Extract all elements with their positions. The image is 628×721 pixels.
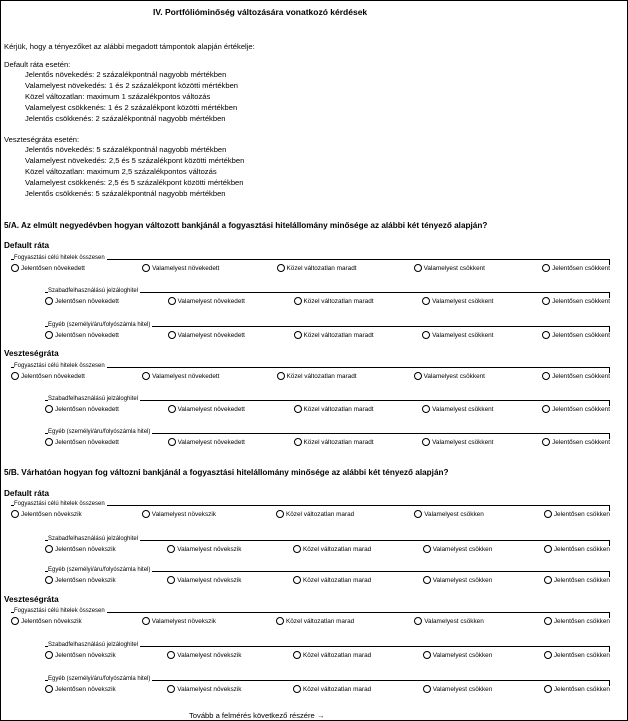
radio-button[interactable] xyxy=(45,438,53,446)
radio-label: Valamelyest csökkent xyxy=(432,297,494,305)
radio-label: Jelentősen csökkent xyxy=(552,331,610,339)
radio-option[interactable] xyxy=(422,405,493,413)
radio-button[interactable] xyxy=(542,264,550,272)
criteria-item: Valamelyest csökkenés: 1 és 2 százalékpont közötti mértékben xyxy=(25,103,238,112)
radio-button[interactable] xyxy=(277,264,285,272)
radio-label: Valamelyest növekszik xyxy=(177,685,242,693)
radio-button[interactable] xyxy=(142,510,150,518)
radio-button[interactable] xyxy=(544,685,552,693)
radio-button[interactable] xyxy=(11,372,19,380)
radio-button[interactable] xyxy=(542,331,550,339)
radio-button[interactable] xyxy=(422,405,430,413)
radio-button[interactable] xyxy=(423,651,431,659)
radio-label: Jelentősen növekedett xyxy=(21,372,85,380)
radio-button[interactable] xyxy=(294,297,302,305)
radio-label: Jelentősen csökken xyxy=(553,510,610,518)
radio-label: Jelentősen növekszik xyxy=(21,510,82,518)
question-group xyxy=(45,288,610,304)
radio-label: Valamelyest csökken xyxy=(432,545,493,553)
radio-button[interactable] xyxy=(11,264,19,272)
radio-option[interactable] xyxy=(423,545,493,553)
radio-group xyxy=(45,331,610,339)
radio-option[interactable] xyxy=(423,685,493,693)
radio-button[interactable] xyxy=(167,685,175,693)
radio-button[interactable] xyxy=(544,617,552,625)
radio-button[interactable] xyxy=(542,438,550,446)
radio-button[interactable] xyxy=(544,576,552,584)
radio-label: Közel változatlan maradt xyxy=(303,297,374,305)
radio-label: Jelentősen csökken xyxy=(553,617,610,625)
radio-label: Közel változatlan maradt xyxy=(286,264,357,272)
radio-label: Közel változatlan maradt xyxy=(286,372,357,380)
radio-option[interactable] xyxy=(542,264,610,272)
radio-button[interactable] xyxy=(277,372,285,380)
radio-group xyxy=(11,617,610,625)
radio-option[interactable] xyxy=(11,510,82,518)
radio-option[interactable] xyxy=(168,405,245,413)
radio-option[interactable] xyxy=(293,576,371,584)
question-group xyxy=(11,255,610,271)
radio-label: Jelentősen csökken xyxy=(553,651,610,659)
radio-label: Közel változatlan marad xyxy=(302,576,372,584)
loss-criteria-heading: Veszteségráta esetén: xyxy=(4,135,80,144)
radio-option[interactable] xyxy=(423,651,493,659)
radio-label: Valamelyest növekszik xyxy=(151,510,216,518)
group-label: Egyéb (személyi/áru/folyószámla hitel) xyxy=(48,567,151,573)
radio-label: Közel változatlan marad xyxy=(302,545,372,553)
radio-button[interactable] xyxy=(294,438,302,446)
radio-option[interactable] xyxy=(544,685,610,693)
radio-label: Valamelyest csökkent xyxy=(423,372,485,380)
radio-option[interactable] xyxy=(277,372,357,380)
radio-button[interactable] xyxy=(45,685,53,693)
radio-button[interactable] xyxy=(542,372,550,380)
radio-label: Jelentősen növekszik xyxy=(21,617,82,625)
section-label: Default ráta xyxy=(4,241,50,250)
radio-label: Valamelyest növekszik xyxy=(151,617,216,625)
radio-label: Valamelyest növekszik xyxy=(177,576,242,584)
question-group xyxy=(45,536,610,552)
group-label: Egyéb (személyi/áru/folyószámla hitel) xyxy=(48,429,151,435)
radio-option[interactable] xyxy=(544,651,610,659)
question-group xyxy=(45,429,610,445)
page-title: IV. Portfólióminőség változására vonatkozó kérdések xyxy=(153,7,368,17)
radio-label: Jelentősen csökkent xyxy=(552,297,610,305)
radio-button[interactable] xyxy=(45,545,53,553)
radio-option[interactable] xyxy=(276,510,354,518)
radio-label: Jelentősen csökken xyxy=(553,685,610,693)
radio-button[interactable] xyxy=(423,576,431,584)
radio-button[interactable] xyxy=(168,331,176,339)
radio-label: Közel változatlan maradt xyxy=(303,438,374,446)
radio-button[interactable] xyxy=(293,651,301,659)
radio-option[interactable] xyxy=(422,297,493,305)
question-group xyxy=(11,608,610,624)
radio-option[interactable] xyxy=(542,405,610,413)
radio-button[interactable] xyxy=(167,545,175,553)
radio-option[interactable] xyxy=(293,651,371,659)
criteria-item: Valamelyest növekedés: 1 és 2 százalékpont közötti mértékben xyxy=(25,81,239,90)
radio-label: Valamelyest csökken xyxy=(432,685,493,693)
radio-button[interactable] xyxy=(142,617,150,625)
radio-label: Valamelyest növekedett xyxy=(177,438,245,446)
criteria-item: Valamelyest növekedés: 2,5 és 5 százalékpont közötti mértékben xyxy=(25,156,245,165)
radio-button[interactable] xyxy=(168,405,176,413)
radio-label: Jelentősen csökkent xyxy=(552,372,610,380)
radio-button[interactable] xyxy=(414,510,422,518)
radio-option[interactable] xyxy=(422,331,493,339)
radio-option[interactable] xyxy=(542,372,610,380)
radio-label: Jelentősen növekedett xyxy=(55,297,119,305)
radio-option[interactable] xyxy=(45,685,116,693)
radio-label: Közel változatlan marad xyxy=(285,510,355,518)
radio-button[interactable] xyxy=(423,685,431,693)
radio-label: Jelentősen növekszik xyxy=(55,545,116,553)
criteria-item: Jelentős csökkenés: 2 százalékpontnál nagyobb mértékben xyxy=(25,114,226,123)
radio-label: Közel változatlan maradt xyxy=(303,331,374,339)
radio-option[interactable] xyxy=(45,576,116,584)
radio-option[interactable] xyxy=(168,297,245,305)
radio-option[interactable] xyxy=(167,651,241,659)
question-5b: 5/B. Várhatóan hogyan fog változni bankjánál a fogyasztási hitelállomány minősége az alábbi két tényező alapján? xyxy=(4,468,449,477)
radio-label: Jelentősen növekszik xyxy=(55,651,116,659)
question-group xyxy=(45,567,610,583)
radio-group xyxy=(11,264,610,272)
radio-option[interactable] xyxy=(542,297,610,305)
question-group xyxy=(11,501,610,517)
radio-group xyxy=(45,576,610,584)
radio-button[interactable] xyxy=(45,331,53,339)
radio-label: Jelentősen növekedett xyxy=(55,405,119,413)
group-label: Szabadfelhasználású jelzáloghitel xyxy=(48,536,139,542)
radio-button[interactable] xyxy=(276,617,284,625)
radio-option[interactable] xyxy=(414,264,485,272)
radio-button[interactable] xyxy=(414,617,422,625)
radio-option[interactable] xyxy=(45,331,119,339)
radio-button[interactable] xyxy=(276,510,284,518)
radio-label: Jelentősen növekedett xyxy=(21,264,85,272)
radio-option[interactable] xyxy=(293,545,371,553)
default-criteria-heading: Default ráta esetén: xyxy=(4,60,71,69)
radio-option[interactable] xyxy=(422,438,493,446)
question-group xyxy=(11,363,610,379)
radio-button[interactable] xyxy=(422,438,430,446)
question-group xyxy=(45,642,610,658)
radio-button[interactable] xyxy=(11,510,19,518)
radio-button[interactable] xyxy=(422,331,430,339)
next-section-link[interactable]: Tovább a felmérés következő részére → xyxy=(189,711,325,720)
radio-option[interactable] xyxy=(542,331,610,339)
radio-label: Valamelyest csökkent xyxy=(432,438,494,446)
radio-label: Közel változatlan marad xyxy=(302,651,372,659)
radio-button[interactable] xyxy=(167,576,175,584)
radio-label: Valamelyest növekedett xyxy=(152,264,220,272)
radio-button[interactable] xyxy=(142,372,150,380)
radio-label: Valamelyest csökken xyxy=(432,651,493,659)
radio-option[interactable] xyxy=(167,545,241,553)
group-label: Fogyasztási célú hitelek összesen xyxy=(14,608,105,614)
radio-option[interactable] xyxy=(414,372,485,380)
radio-option[interactable] xyxy=(45,297,119,305)
group-label: Egyéb (személyi/áru/folyószámla hitel) xyxy=(48,676,151,682)
radio-group xyxy=(45,651,610,659)
radio-button[interactable] xyxy=(544,510,552,518)
radio-label: Valamelyest növekedett xyxy=(177,331,245,339)
radio-group xyxy=(11,372,610,380)
radio-option[interactable] xyxy=(11,617,82,625)
radio-label: Jelentősen növekedett xyxy=(55,331,119,339)
radio-group xyxy=(11,510,610,518)
radio-label: Valamelyest csökken xyxy=(424,617,484,625)
radio-button[interactable] xyxy=(422,297,430,305)
radio-option[interactable] xyxy=(277,264,357,272)
radio-button[interactable] xyxy=(423,545,431,553)
radio-label: Jelentősen csökkent xyxy=(552,264,610,272)
group-label: Fogyasztási célú hitelek összesen xyxy=(14,363,105,369)
radio-option[interactable] xyxy=(45,405,119,413)
radio-option[interactable] xyxy=(544,545,610,553)
radio-option[interactable] xyxy=(142,617,216,625)
radio-option[interactable] xyxy=(294,331,374,339)
radio-label: Valamelyest csökkent xyxy=(432,331,494,339)
section-label: Veszteségráta xyxy=(4,349,59,358)
radio-option[interactable] xyxy=(11,264,85,272)
group-label: Fogyasztási célú hitelek összesen xyxy=(14,255,105,261)
radio-label: Valamelyest növekszik xyxy=(177,545,242,553)
radio-option[interactable] xyxy=(142,510,216,518)
section-label: Veszteségráta xyxy=(4,595,59,604)
radio-option[interactable] xyxy=(294,297,374,305)
radio-option[interactable] xyxy=(142,264,219,272)
radio-button[interactable] xyxy=(542,297,550,305)
group-label: Szabadfelhasználású jelzáloghitel xyxy=(48,396,139,402)
section-label: Default ráta xyxy=(4,489,50,498)
radio-button[interactable] xyxy=(167,651,175,659)
radio-label: Jelentősen növekedett xyxy=(55,438,119,446)
radio-group xyxy=(45,405,610,413)
question-5a: 5/A. Az elmúlt negyedévben hogyan változott bankjánál a fogyasztási hitelállomány minősége az alábbi két tényező alapján? xyxy=(4,221,488,230)
radio-label: Közel változatlan maradt xyxy=(303,405,374,413)
radio-option[interactable] xyxy=(167,576,241,584)
radio-button[interactable] xyxy=(45,405,53,413)
radio-label: Valamelyest csökken xyxy=(424,510,484,518)
radio-option[interactable] xyxy=(168,331,245,339)
criteria-item: Közel változatlan: maximum 2,5 százalékpontos változás xyxy=(25,167,217,176)
radio-label: Valamelyest növekedett xyxy=(152,372,220,380)
radio-label: Jelentősen növekszik xyxy=(55,576,116,584)
radio-button[interactable] xyxy=(142,264,150,272)
radio-button[interactable] xyxy=(294,405,302,413)
radio-option[interactable] xyxy=(276,617,354,625)
criteria-item: Jelentős növekedés: 2 százalékpontnál nagyobb mértékben xyxy=(25,70,227,79)
radio-label: Jelentősen csökken xyxy=(553,545,610,553)
radio-label: Jelentősen csökkent xyxy=(552,405,610,413)
radio-label: Jelentősen növekszik xyxy=(55,685,116,693)
radio-button[interactable] xyxy=(414,264,422,272)
radio-option[interactable] xyxy=(544,510,610,518)
radio-option[interactable] xyxy=(414,617,484,625)
radio-label: Valamelyest csökkent xyxy=(432,405,494,413)
radio-option[interactable] xyxy=(294,405,374,413)
radio-button[interactable] xyxy=(45,576,53,584)
radio-button[interactable] xyxy=(293,576,301,584)
radio-group xyxy=(45,685,610,693)
criteria-item: Közel változatlan: maximum 1 százalékpontos változás xyxy=(25,92,211,101)
radio-label: Valamelyest növekszik xyxy=(177,651,242,659)
group-label: Szabadfelhasználású jelzáloghitel xyxy=(48,642,139,648)
radio-option[interactable] xyxy=(142,372,219,380)
criteria-item: Valamelyest csökkenés: 2,5 és 5 százalékpont közötti mértékben xyxy=(25,178,244,187)
radio-label: Közel változatlan marad xyxy=(285,617,355,625)
intro-text: Kérjük, hogy a tényezőket az alábbi megadott támpontok alapján értékelje: xyxy=(4,42,255,51)
group-label: Fogyasztási célú hitelek összesen xyxy=(14,501,105,507)
radio-button[interactable] xyxy=(294,331,302,339)
radio-button[interactable] xyxy=(168,297,176,305)
radio-group xyxy=(45,297,610,305)
radio-label: Valamelyest növekedett xyxy=(177,297,245,305)
radio-button[interactable] xyxy=(293,685,301,693)
radio-option[interactable] xyxy=(168,438,245,446)
radio-option[interactable] xyxy=(294,438,374,446)
radio-button[interactable] xyxy=(293,545,301,553)
group-label: Egyéb (személyi/áru/folyószámla hitel) xyxy=(48,322,151,328)
radio-button[interactable] xyxy=(414,372,422,380)
radio-group xyxy=(45,438,610,446)
radio-option[interactable] xyxy=(167,685,241,693)
radio-option[interactable] xyxy=(544,576,610,584)
radio-button[interactable] xyxy=(45,297,53,305)
radio-option[interactable] xyxy=(542,438,610,446)
criteria-item: Jelentős csökkenés: 5 százalékpontnál nagyobb mértékben xyxy=(25,189,226,198)
group-label: Szabadfelhasználású jelzáloghitel xyxy=(48,288,139,294)
radio-button[interactable] xyxy=(542,405,550,413)
radio-button[interactable] xyxy=(544,651,552,659)
radio-label: Valamelyest csökkent xyxy=(423,264,485,272)
radio-button[interactable] xyxy=(168,438,176,446)
radio-group xyxy=(45,545,610,553)
radio-option[interactable] xyxy=(11,372,85,380)
criteria-item: Jelentős növekedés: 5 százalékpontnál nagyobb mértékben xyxy=(25,145,227,154)
question-group xyxy=(45,676,610,692)
radio-button[interactable] xyxy=(11,617,19,625)
radio-button[interactable] xyxy=(45,651,53,659)
radio-option[interactable] xyxy=(423,576,493,584)
radio-option[interactable] xyxy=(45,545,116,553)
radio-label: Közel változatlan marad xyxy=(302,685,372,693)
radio-label: Jelentősen csökkent xyxy=(552,438,610,446)
radio-option[interactable] xyxy=(293,685,371,693)
question-group xyxy=(45,396,610,412)
radio-option[interactable] xyxy=(544,617,610,625)
radio-label: Valamelyest csökken xyxy=(432,576,493,584)
question-group xyxy=(45,322,610,338)
radio-label: Valamelyest növekedett xyxy=(177,405,245,413)
radio-option[interactable] xyxy=(414,510,484,518)
radio-option[interactable] xyxy=(45,651,116,659)
radio-label: Jelentősen csökken xyxy=(553,576,610,584)
radio-option[interactable] xyxy=(45,438,119,446)
radio-button[interactable] xyxy=(544,545,552,553)
